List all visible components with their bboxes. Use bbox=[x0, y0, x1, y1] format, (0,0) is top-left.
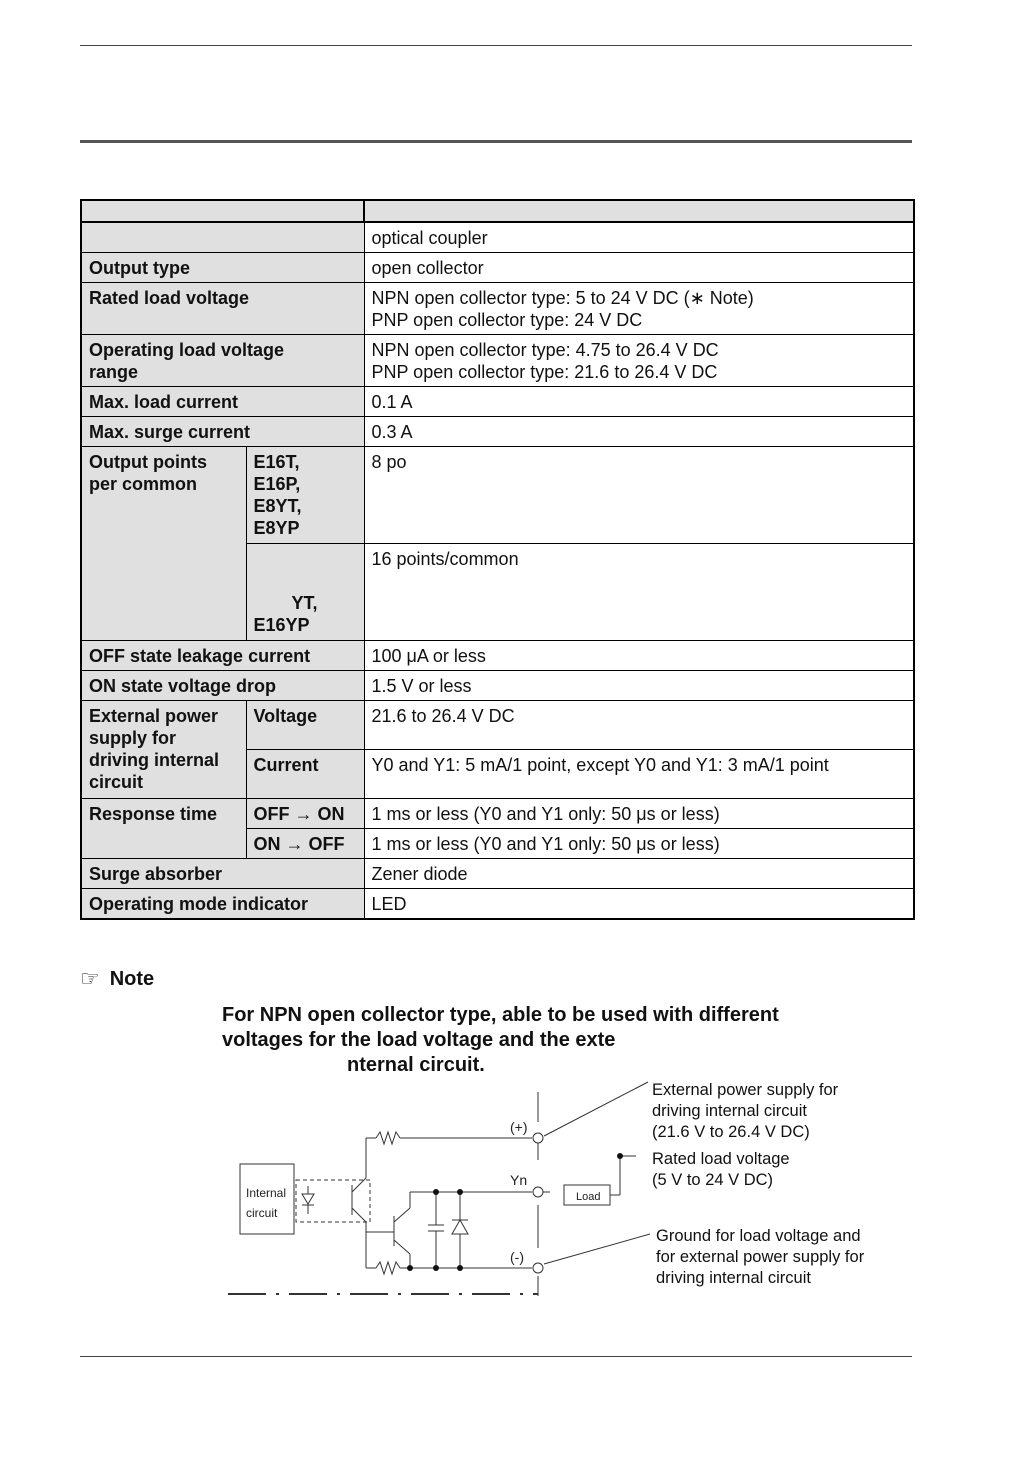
table-row bbox=[81, 859, 914, 889]
row-value: 0.3 A bbox=[364, 417, 914, 447]
note-heading bbox=[80, 966, 154, 992]
row-value: optical coupler bbox=[364, 222, 914, 253]
table-row bbox=[81, 641, 914, 671]
table-header-row bbox=[81, 200, 914, 222]
table-row bbox=[81, 283, 914, 335]
callout-line-supply bbox=[544, 1082, 648, 1136]
row-label: ON state voltage drop bbox=[81, 671, 364, 701]
yn-terminal-label: Yn bbox=[510, 1172, 528, 1188]
table-row bbox=[81, 387, 914, 417]
label-line: range bbox=[89, 362, 139, 382]
plus-terminal-label: (+) bbox=[510, 1119, 528, 1135]
row-label: Output type bbox=[81, 253, 364, 283]
value-line: PNP open collector type: 24 V DC bbox=[371, 310, 643, 330]
row-label: Response time bbox=[81, 799, 246, 859]
footer-rule bbox=[80, 1356, 912, 1357]
rated-voltage-node bbox=[617, 1153, 623, 1159]
row-label bbox=[81, 447, 246, 641]
label-line: External power bbox=[89, 706, 219, 726]
value-line: NPN open collector type: 4.75 to 26.4 V DC bbox=[371, 340, 719, 360]
sub-label: Voltage bbox=[246, 701, 364, 750]
callout-external-supply bbox=[652, 1080, 838, 1143]
callout-line: Ground for load voltage and bbox=[656, 1227, 861, 1245]
zener-diode-symbol bbox=[452, 1220, 468, 1234]
section-rule bbox=[80, 140, 912, 143]
row-label bbox=[81, 335, 364, 387]
row-label: Surge absorber bbox=[81, 859, 364, 889]
top-resistor bbox=[376, 1132, 400, 1144]
callout-line: Rated load voltage bbox=[652, 1150, 790, 1168]
minus-terminal-label: (-) bbox=[510, 1249, 524, 1265]
callout-line-ground bbox=[544, 1234, 650, 1264]
circuit-label: circuit bbox=[246, 1206, 278, 1220]
callout-line: for external power supply for bbox=[656, 1248, 865, 1266]
sub-label bbox=[246, 447, 364, 544]
load-label: Load bbox=[576, 1191, 601, 1203]
row-label: Rated load voltage bbox=[81, 283, 364, 335]
row-value: 1.5 V or less bbox=[364, 671, 914, 701]
table-row bbox=[81, 447, 914, 544]
sub-label-line: E8YP bbox=[253, 518, 300, 538]
sub-label: ON → OFF bbox=[246, 829, 364, 859]
note-line: voltages for the load voltage and the exte bbox=[222, 1029, 616, 1051]
row-value: 1 ms or less (Y0 and Y1 only: 50 μs or less) bbox=[364, 829, 914, 859]
output-circuit-diagram bbox=[220, 1080, 550, 1320]
table-row bbox=[81, 799, 914, 829]
row-value: 0.1 A bbox=[364, 387, 914, 417]
row-value: 21.6 to 26.4 V DC bbox=[364, 701, 914, 750]
row-value: Zener diode bbox=[364, 859, 914, 889]
row-value: open collector bbox=[364, 253, 914, 283]
value-line: PNP open collector type: 21.6 to 26.4 V DC bbox=[371, 362, 718, 382]
row-value: LED bbox=[364, 889, 914, 920]
label-line: Output points bbox=[89, 452, 207, 472]
row-value bbox=[364, 335, 914, 387]
row-value: 100 μA or less bbox=[364, 641, 914, 671]
header-rule bbox=[80, 45, 912, 46]
output-spec-table bbox=[80, 199, 915, 920]
row-label: Max. load current bbox=[81, 387, 364, 417]
label-line: driving internal bbox=[89, 750, 220, 770]
note-title: Note bbox=[109, 967, 155, 990]
label-line: per common bbox=[89, 474, 198, 494]
callout-line: (5 V to 24 V DC) bbox=[652, 1171, 774, 1189]
sub-label bbox=[246, 544, 364, 641]
row-value: 16 points/common bbox=[364, 544, 914, 641]
row-value: 1 ms or less (Y0 and Y1 only: 50 μs or less) bbox=[364, 799, 914, 829]
sub-label-line: YT, bbox=[291, 593, 318, 613]
callout-ground bbox=[656, 1226, 864, 1289]
table-row bbox=[81, 222, 914, 253]
led-diode-symbol bbox=[302, 1194, 314, 1204]
row-label bbox=[81, 222, 364, 253]
optocoupler-box bbox=[296, 1180, 370, 1222]
table-row bbox=[81, 253, 914, 283]
callout-line: (21.6 V to 26.4 V DC) bbox=[652, 1123, 810, 1141]
label-line: Operating load voltage bbox=[89, 340, 285, 360]
row-value: 8 po bbox=[364, 447, 914, 544]
table-row bbox=[81, 671, 914, 701]
sub-label-line: E16P, bbox=[253, 474, 301, 494]
hand-pointer-icon: ☞ bbox=[80, 966, 100, 991]
callout-rated-load-voltage bbox=[652, 1149, 790, 1191]
sub-label-line: E16YP bbox=[253, 615, 310, 635]
header-cell-item bbox=[81, 200, 364, 222]
table-row bbox=[81, 889, 914, 920]
sub-label-line: E16T, bbox=[253, 452, 300, 472]
row-label: Max. surge current bbox=[81, 417, 364, 447]
callout-line: driving internal circuit bbox=[652, 1102, 807, 1120]
sub-label: Current bbox=[246, 750, 364, 799]
note-line: nternal circuit. bbox=[347, 1054, 485, 1076]
row-value bbox=[364, 283, 914, 335]
note-line: For NPN open collector type, able to be used with different bbox=[222, 1004, 779, 1026]
sub-label-line: E8YT, bbox=[253, 496, 302, 516]
load-and-callout-lines bbox=[540, 1080, 670, 1320]
sub-label: OFF → ON bbox=[246, 799, 364, 829]
table-row bbox=[81, 335, 914, 387]
internal-label: Internal bbox=[246, 1186, 287, 1200]
table-row bbox=[81, 701, 914, 750]
row-label: OFF state leakage current bbox=[81, 641, 364, 671]
row-value: Y0 and Y1: 5 mA/1 point, except Y0 and Y1: 3 mA/1 point bbox=[364, 750, 914, 799]
callout-line: External power supply for bbox=[652, 1081, 839, 1099]
header-cell-description bbox=[364, 200, 914, 222]
callout-line: driving internal circuit bbox=[656, 1269, 811, 1287]
row-label: Operating mode indicator bbox=[81, 889, 364, 920]
note-text bbox=[222, 1003, 862, 1078]
label-line: supply for bbox=[89, 728, 177, 748]
value-line: NPN open collector type: 5 to 24 V DC (∗ Note) bbox=[371, 288, 754, 308]
table-row bbox=[81, 417, 914, 447]
row-label bbox=[81, 701, 246, 799]
bottom-resistor bbox=[376, 1262, 400, 1274]
label-line: circuit bbox=[89, 772, 144, 792]
